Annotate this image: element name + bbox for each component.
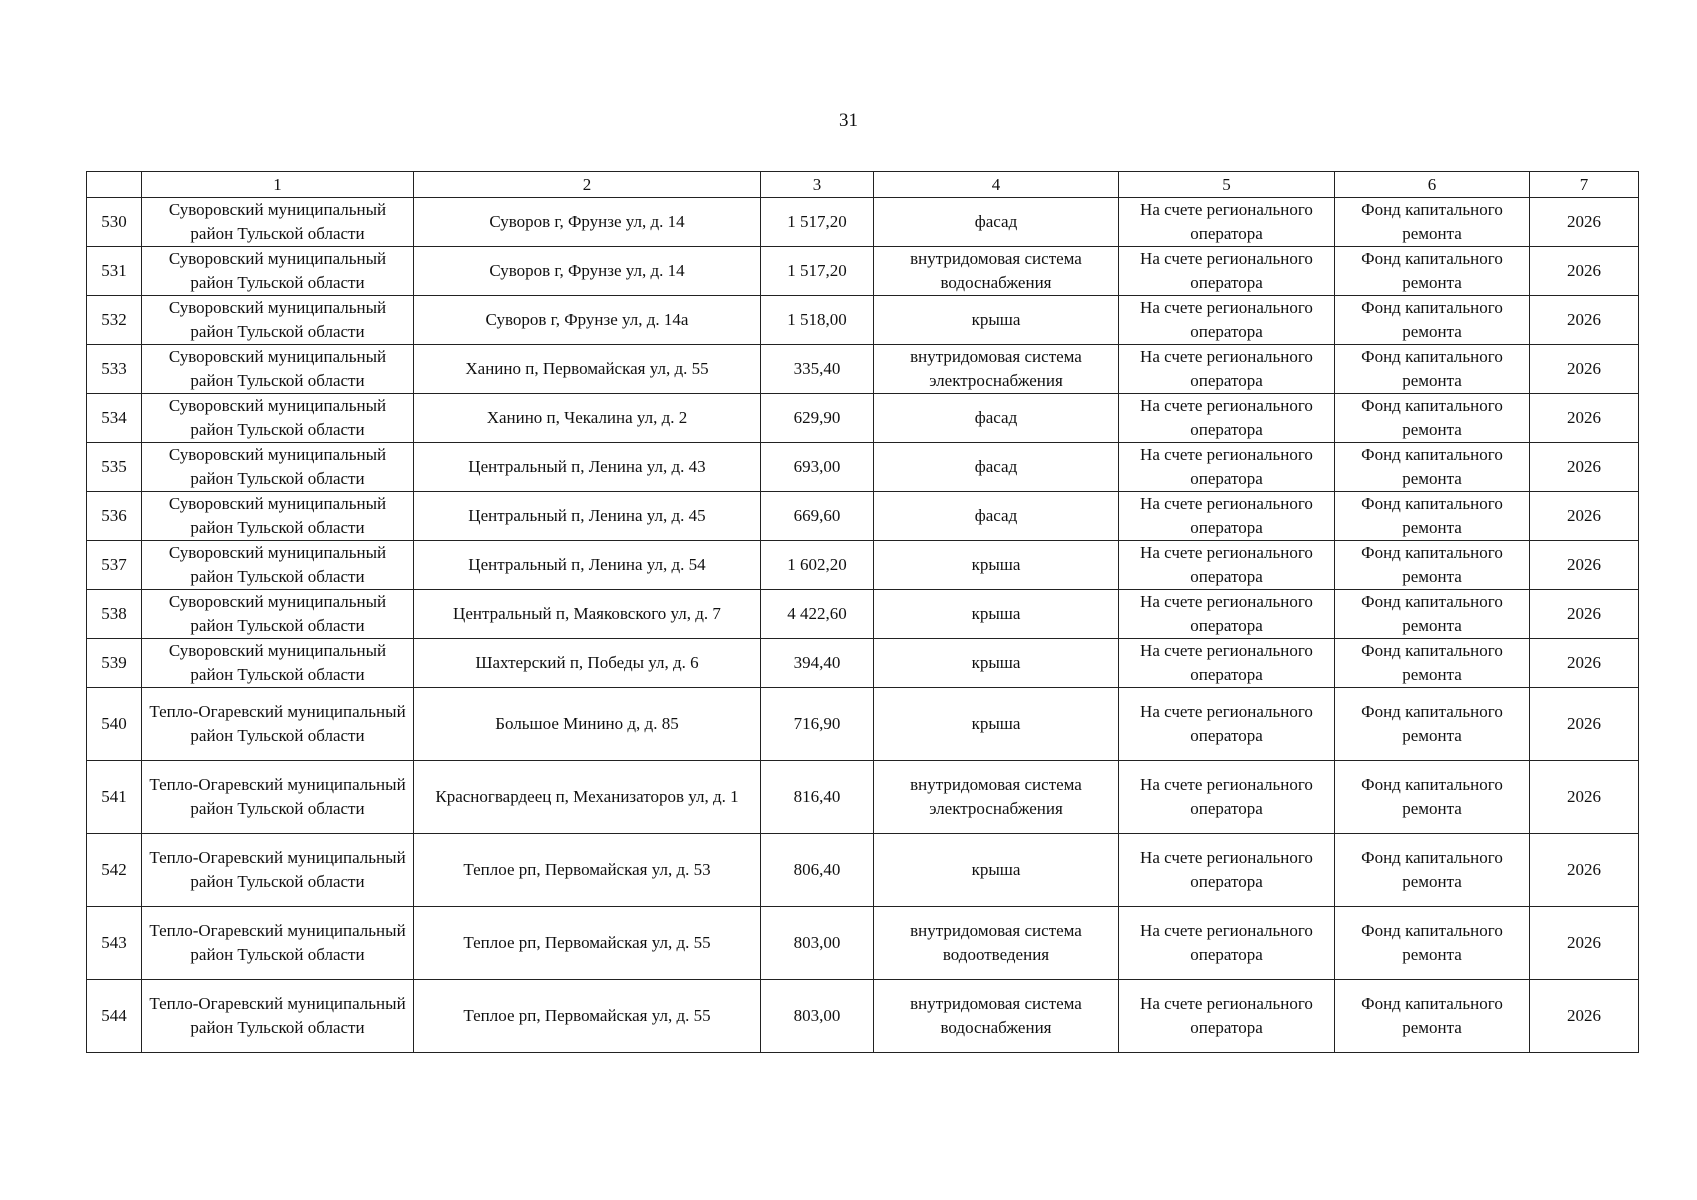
address-cell: Ханино п, Чекалина ул, д. 2 [414, 394, 761, 443]
area-cell: 716,90 [761, 688, 874, 761]
table-row [87, 492, 1639, 541]
column-header-7: 7 [1530, 172, 1639, 198]
year-cell: 2026 [1530, 492, 1639, 541]
row-number-cell: 543 [87, 907, 142, 980]
address-cell: Теплое рп, Первомайская ул, д. 53 [414, 834, 761, 907]
address-cell: Суворов г, Фрунзе ул, д. 14 [414, 247, 761, 296]
work-type-cell: крыша [874, 639, 1119, 688]
district-cell: Тепло-Огаревский муниципальный район Тульской области [142, 761, 414, 834]
district-cell: Суворовский муниципальный район Тульской области [142, 198, 414, 247]
fund-account-cell: На счете регионального оператора [1119, 296, 1335, 345]
column-header-6: 6 [1335, 172, 1530, 198]
funding-source-cell: Фонд капитального ремонта [1335, 443, 1530, 492]
row-number-cell: 538 [87, 590, 142, 639]
row-number-cell: 534 [87, 394, 142, 443]
area-cell: 394,40 [761, 639, 874, 688]
address-cell: Красногвардеец п, Механизаторов ул, д. 1 [414, 761, 761, 834]
table-row [87, 296, 1639, 345]
district-cell: Тепло-Огаревский муниципальный район Тульской области [142, 907, 414, 980]
district-cell: Суворовский муниципальный район Тульской области [142, 345, 414, 394]
year-cell: 2026 [1530, 247, 1639, 296]
row-number-cell: 531 [87, 247, 142, 296]
funding-source-cell: Фонд капитального ремонта [1335, 907, 1530, 980]
year-cell: 2026 [1530, 907, 1639, 980]
fund-account-cell: На счете регионального оператора [1119, 590, 1335, 639]
fund-account-cell: На счете регионального оператора [1119, 639, 1335, 688]
column-header-5: 5 [1119, 172, 1335, 198]
year-cell: 2026 [1530, 590, 1639, 639]
fund-account-cell: На счете регионального оператора [1119, 345, 1335, 394]
area-cell: 629,90 [761, 394, 874, 443]
table-row [87, 907, 1639, 980]
row-number-cell: 530 [87, 198, 142, 247]
work-type-cell: фасад [874, 443, 1119, 492]
fund-account-cell: На счете регионального оператора [1119, 247, 1335, 296]
district-cell: Суворовский муниципальный район Тульской области [142, 394, 414, 443]
row-number-cell: 544 [87, 980, 142, 1053]
fund-account-cell: На счете регионального оператора [1119, 541, 1335, 590]
district-cell: Суворовский муниципальный район Тульской области [142, 541, 414, 590]
table-row [87, 443, 1639, 492]
area-cell: 806,40 [761, 834, 874, 907]
district-cell: Тепло-Огаревский муниципальный район Тульской области [142, 834, 414, 907]
year-cell: 2026 [1530, 980, 1639, 1053]
fund-account-cell: На счете регионального оператора [1119, 907, 1335, 980]
work-type-cell: крыша [874, 541, 1119, 590]
fund-account-cell: На счете регионального оператора [1119, 688, 1335, 761]
column-header-1: 1 [142, 172, 414, 198]
row-number-cell: 539 [87, 639, 142, 688]
area-cell: 693,00 [761, 443, 874, 492]
year-cell: 2026 [1530, 443, 1639, 492]
area-cell: 669,60 [761, 492, 874, 541]
address-cell: Центральный п, Ленина ул, д. 54 [414, 541, 761, 590]
table-row [87, 834, 1639, 907]
row-number-cell: 536 [87, 492, 142, 541]
row-number-cell: 535 [87, 443, 142, 492]
area-cell: 335,40 [761, 345, 874, 394]
area-cell: 1 602,20 [761, 541, 874, 590]
table-row [87, 590, 1639, 639]
year-cell: 2026 [1530, 198, 1639, 247]
address-cell: Ханино п, Первомайская ул, д. 55 [414, 345, 761, 394]
district-cell: Суворовский муниципальный район Тульской области [142, 296, 414, 345]
row-number-cell: 541 [87, 761, 142, 834]
table-row [87, 247, 1639, 296]
table-row [87, 345, 1639, 394]
district-cell: Суворовский муниципальный район Тульской области [142, 443, 414, 492]
funding-source-cell: Фонд капитального ремонта [1335, 590, 1530, 639]
district-cell: Суворовский муниципальный район Тульской области [142, 247, 414, 296]
funding-source-cell: Фонд капитального ремонта [1335, 834, 1530, 907]
table-row [87, 761, 1639, 834]
table-row [87, 688, 1639, 761]
funding-source-cell: Фонд капитального ремонта [1335, 980, 1530, 1053]
table-body [87, 198, 1639, 1053]
repair-register-table [86, 171, 1639, 1053]
work-type-cell: фасад [874, 394, 1119, 443]
funding-source-cell: Фонд капитального ремонта [1335, 345, 1530, 394]
year-cell: 2026 [1530, 541, 1639, 590]
district-cell: Тепло-Огаревский муниципальный район Тульской области [142, 980, 414, 1053]
address-cell: Большое Минино д, д. 85 [414, 688, 761, 761]
fund-account-cell: На счете регионального оператора [1119, 198, 1335, 247]
work-type-cell: внутридомовая система электроснабжения [874, 345, 1119, 394]
area-cell: 1 518,00 [761, 296, 874, 345]
column-header-2: 2 [414, 172, 761, 198]
work-type-cell: фасад [874, 198, 1119, 247]
funding-source-cell: Фонд капитального ремонта [1335, 541, 1530, 590]
year-cell: 2026 [1530, 345, 1639, 394]
work-type-cell: крыша [874, 688, 1119, 761]
funding-source-cell: Фонд капитального ремонта [1335, 688, 1530, 761]
table-row [87, 639, 1639, 688]
district-cell: Суворовский муниципальный район Тульской области [142, 590, 414, 639]
area-cell: 1 517,20 [761, 198, 874, 247]
work-type-cell: крыша [874, 590, 1119, 639]
year-cell: 2026 [1530, 761, 1639, 834]
address-cell: Центральный п, Ленина ул, д. 43 [414, 443, 761, 492]
address-cell: Центральный п, Маяковского ул, д. 7 [414, 590, 761, 639]
address-cell: Суворов г, Фрунзе ул, д. 14а [414, 296, 761, 345]
table-row [87, 541, 1639, 590]
column-number-header-row [87, 172, 1639, 198]
district-cell: Суворовский муниципальный район Тульской области [142, 492, 414, 541]
funding-source-cell: Фонд капитального ремонта [1335, 492, 1530, 541]
area-cell: 803,00 [761, 907, 874, 980]
work-type-cell: крыша [874, 296, 1119, 345]
fund-account-cell: На счете регионального оператора [1119, 492, 1335, 541]
district-cell: Тепло-Огаревский муниципальный район Тульской области [142, 688, 414, 761]
table-row [87, 394, 1639, 443]
fund-account-cell: На счете регионального оператора [1119, 834, 1335, 907]
column-header-4: 4 [874, 172, 1119, 198]
year-cell: 2026 [1530, 688, 1639, 761]
area-cell: 4 422,60 [761, 590, 874, 639]
area-cell: 816,40 [761, 761, 874, 834]
page-number: 31 [839, 110, 858, 131]
year-cell: 2026 [1530, 834, 1639, 907]
table-row [87, 198, 1639, 247]
year-cell: 2026 [1530, 639, 1639, 688]
address-cell: Теплое рп, Первомайская ул, д. 55 [414, 907, 761, 980]
address-cell: Теплое рп, Первомайская ул, д. 55 [414, 980, 761, 1053]
funding-source-cell: Фонд капитального ремонта [1335, 247, 1530, 296]
year-cell: 2026 [1530, 296, 1639, 345]
row-number-cell: 540 [87, 688, 142, 761]
work-type-cell: крыша [874, 834, 1119, 907]
fund-account-cell: На счете регионального оператора [1119, 980, 1335, 1053]
column-header-blank [87, 172, 142, 198]
area-cell: 803,00 [761, 980, 874, 1053]
work-type-cell: внутридомовая система электроснабжения [874, 761, 1119, 834]
column-header-3: 3 [761, 172, 874, 198]
address-cell: Суворов г, Фрунзе ул, д. 14 [414, 198, 761, 247]
work-type-cell: внутридомовая система водоснабжения [874, 980, 1119, 1053]
work-type-cell: внутридомовая система водоснабжения [874, 247, 1119, 296]
work-type-cell: внутридомовая система водоотведения [874, 907, 1119, 980]
funding-source-cell: Фонд капитального ремонта [1335, 639, 1530, 688]
row-number-cell: 537 [87, 541, 142, 590]
work-type-cell: фасад [874, 492, 1119, 541]
address-cell: Центральный п, Ленина ул, д. 45 [414, 492, 761, 541]
district-cell: Суворовский муниципальный район Тульской области [142, 639, 414, 688]
area-cell: 1 517,20 [761, 247, 874, 296]
row-number-cell: 533 [87, 345, 142, 394]
fund-account-cell: На счете регионального оператора [1119, 761, 1335, 834]
funding-source-cell: Фонд капитального ремонта [1335, 394, 1530, 443]
funding-source-cell: Фонд капитального ремонта [1335, 761, 1530, 834]
row-number-cell: 532 [87, 296, 142, 345]
funding-source-cell: Фонд капитального ремонта [1335, 198, 1530, 247]
address-cell: Шахтерский п, Победы ул, д. 6 [414, 639, 761, 688]
row-number-cell: 542 [87, 834, 142, 907]
funding-source-cell: Фонд капитального ремонта [1335, 296, 1530, 345]
fund-account-cell: На счете регионального оператора [1119, 394, 1335, 443]
year-cell: 2026 [1530, 394, 1639, 443]
fund-account-cell: На счете регионального оператора [1119, 443, 1335, 492]
table-row [87, 980, 1639, 1053]
